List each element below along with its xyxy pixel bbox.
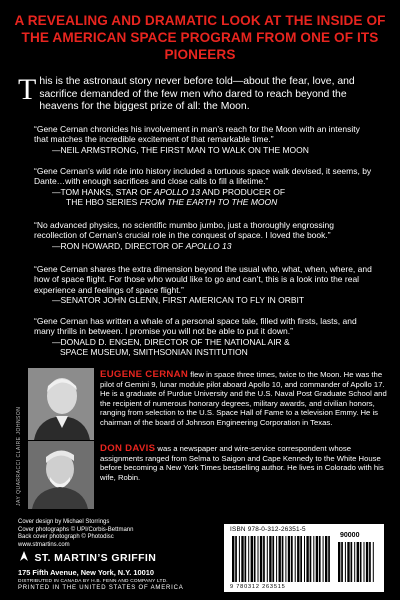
barcode-bar xyxy=(347,542,349,582)
barcode-bar xyxy=(276,536,277,582)
quote-text: “Gene Cernan’s wild ride into history included a tortuous space walk devised, it seems, by Dante…with enough sacrifices and close calls to fill a lifetime.” xyxy=(34,166,372,187)
website: www.stmartins.com xyxy=(18,541,70,548)
barcode-bar xyxy=(291,536,293,582)
quote-attribution-line2: SPACE MUSEUM, SMITHSONIAN INSTITUTION xyxy=(60,347,248,358)
bio-davis xyxy=(100,444,390,482)
barcode-bar xyxy=(354,542,355,582)
barcode-bar xyxy=(267,536,268,582)
barcode-bar xyxy=(364,542,365,582)
barcode-icon xyxy=(232,536,332,582)
barcode-bar xyxy=(245,536,247,582)
distributor: DISTRIBUTED IN CANADA BY H.B. FENN AND COMPANY LTD. xyxy=(18,579,168,585)
quote-engen xyxy=(34,316,374,358)
barcode-bar xyxy=(300,536,302,582)
barcode-bar xyxy=(258,536,259,582)
barcode-bar xyxy=(295,536,296,582)
quote-armstrong xyxy=(34,124,374,155)
price-barcode-icon xyxy=(338,542,376,582)
barcode-bar xyxy=(254,536,256,582)
barcode-bar xyxy=(373,542,374,582)
barcode-bar xyxy=(260,536,262,582)
barcode-bar xyxy=(341,542,343,582)
quote-attribution: —DONALD D. ENGEN, DIRECTOR OF THE NATIONAL AIR & xyxy=(52,336,290,347)
barcode-bar xyxy=(306,536,308,582)
quote-text: “Gene Cernan chronicles his involvement in man’s reach for the Moon with an intensity that matches the incredible excitement of that remarkable time.” xyxy=(34,124,360,145)
barcode-bar xyxy=(323,536,324,582)
barcode-bar xyxy=(241,536,243,582)
isbn: ISBN 978-0-312-26351-5 xyxy=(230,526,306,533)
publisher-block xyxy=(18,549,218,584)
barcode-bar xyxy=(360,542,362,582)
quote-text: “No advanced physics, no scientific mumbo jumbo, just a thoroughly engrossing recollection of Cernan’s crucial role in the conquest of space. I loved the book.” xyxy=(34,220,335,241)
credit-line: Back cover photograph © Photodisc xyxy=(18,534,114,541)
quote-text: “Gene Cernan has written a whale of a personal space tale, filled with firsts, lasts, and many thrills in between. I promise you will not be able to put it down.” xyxy=(34,316,357,337)
publisher-name: ST. MARTIN’S GRIFFIN xyxy=(34,552,157,564)
barcode-bar xyxy=(316,536,318,582)
cover-credits xyxy=(18,519,168,549)
price-code: 90000 xyxy=(340,532,360,539)
headline: A REVEALING AND DRAMATIC LOOK AT THE INSIDE OF THE AMERICAN SPACE PROGRAM FROM ONE OF ITS PIONEERS xyxy=(14,13,386,62)
barcode-bar xyxy=(282,536,284,582)
author-name: DON DAVIS xyxy=(100,443,156,454)
barcode-bar xyxy=(285,536,286,582)
photo-credit: JAY QUARRACCI CLAIRE JOHNSON xyxy=(16,406,22,506)
quote-attribution: —SENATOR JOHN GLENN, FIRST AMERICAN TO FLY IN ORBIT xyxy=(52,295,305,306)
quote-text: “Gene Cernan shares the extra dimension beyond the usual who, what, when, where, and how of space flight. For those who would like to go and can’t, this is a look into the real experience and feelings of space flight.” xyxy=(34,264,372,295)
quote-attribution-line2: THE HBO SERIES FROM THE EARTH TO THE MOON xyxy=(66,197,278,208)
barcode-bar xyxy=(310,536,312,582)
barcode-bar xyxy=(272,536,274,582)
intro-text: his is the astronaut story never before told—about the fear, love, and sacrifice demanded of the few men who dared to reach beyond the heavens for the biggest prize of all: the Moon. xyxy=(39,76,355,112)
barcode-bar xyxy=(239,536,240,582)
barcode-bar xyxy=(357,542,359,582)
quote-howard xyxy=(34,220,374,251)
barcode-bar xyxy=(319,536,321,582)
barcode-bar xyxy=(351,542,353,582)
quote-attribution: —NEIL ARMSTRONG, THE FIRST MAN TO WALK ON THE MOON xyxy=(52,144,309,155)
barcode-panel xyxy=(224,524,384,592)
barcode-bar xyxy=(325,536,327,582)
quote-glenn xyxy=(34,264,374,306)
barcode-bar xyxy=(369,542,371,582)
davis-photo xyxy=(28,441,94,509)
publisher-logo-icon xyxy=(18,549,30,567)
barcode-bar xyxy=(263,536,265,582)
barcode-bar xyxy=(338,542,340,582)
barcode-bar xyxy=(345,542,346,582)
bio-cernan xyxy=(100,370,390,428)
barcode-bar xyxy=(248,536,249,582)
barcode-bar xyxy=(235,536,237,582)
intro-paragraph xyxy=(18,73,384,114)
author-name: EUGENE CERNAN xyxy=(100,369,189,380)
quote-attribution: —RON HOWARD, DIRECTOR OF APOLLO 13 xyxy=(52,240,232,251)
quote-hanks xyxy=(34,166,374,208)
bio-text: flew in space three times, twice to the Moon. He was the pilot of Gemini 9, lunar module pilot aboard Apollo 10, and commander of Apollo 17. He is a graduate of Purdue University and the U.S. Naval Post Graduate School and the recipient of numerous honorary degrees, military awards, and civilian honors, ranging from selection to the U.S. Space Hall of Fame to a television Emmy. He is chairman of the board of Johnson Engineering Corporation in Texas. xyxy=(100,370,387,427)
barcode-bar xyxy=(328,536,330,582)
barcode-bar xyxy=(269,536,271,582)
printed-in: PRINTED IN THE UNITED STATES OF AMERICA xyxy=(18,585,184,591)
barcode-bar xyxy=(366,542,368,582)
credit-line: Cover photographs © UPI/Corbis-Bettmann xyxy=(18,526,134,533)
barcode-bar xyxy=(313,536,314,582)
barcode-bar xyxy=(251,536,253,582)
quote-attribution: —TOM HANKS, STAR OF APOLLO 13 AND PRODUCER OF xyxy=(52,186,286,197)
barcode-bar xyxy=(288,536,290,582)
publisher-address: 175 Fifth Avenue, New York, N.Y. 10010 xyxy=(18,568,154,578)
bio-text: was a newspaper and wire-service correspondent whose assignments ranged from Selma to Saigon and Cape Kennedy to the White House before becoming a New York Times bestselling author. He lives in Colorado with his wife, Robin. xyxy=(100,444,384,482)
barcode-bar xyxy=(232,536,234,582)
barcode-digits: 9 780312 263515 xyxy=(230,584,286,590)
drop-cap: T xyxy=(18,73,37,106)
barcode-bar xyxy=(297,536,299,582)
cernan-photo xyxy=(28,368,94,440)
credit-line: Cover design by Michael Storrings xyxy=(18,519,110,525)
barcode-bar xyxy=(304,536,305,582)
barcode-bar xyxy=(279,536,281,582)
